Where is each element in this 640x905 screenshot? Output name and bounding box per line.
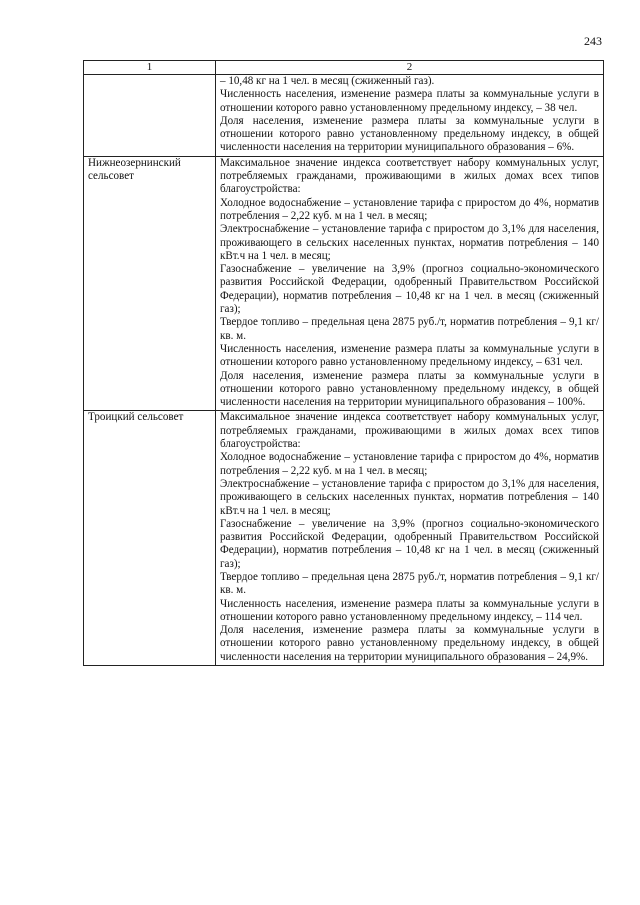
municipality-cell: Нижнеозернинский сельсовет bbox=[84, 156, 216, 411]
paragraph: Твердое топливо – предельная цена 2875 руб./т, норматив потребления – 9,1 кг/кв. м. bbox=[220, 316, 599, 342]
paragraph: Доля населения, изменение размера платы за коммунальные услуги в отношении которого равно установленному предельному индексу, в общей численности населения на территории муниципального образования – 24,9%. bbox=[220, 624, 599, 663]
paragraph: Холодное водоснабжение – установление тарифа с приростом до 4%, норматив потребления – 2,22 куб. м на 1 чел. в месяц; bbox=[220, 196, 599, 222]
municipal-index-table bbox=[83, 60, 604, 666]
content-cell bbox=[216, 411, 604, 666]
paragraph: Холодное водоснабжение – установление тарифа с приростом до 4%, норматив потребления – 2,22 куб. м на 1 чел. в месяц; bbox=[220, 451, 599, 477]
paragraph: Численность населения, изменение размера платы за коммунальные услуги в отношении которого равно установленному предельному индексу, – 114 чел. bbox=[220, 597, 599, 623]
municipality-cell: Троицкий сельсовет bbox=[84, 411, 216, 666]
content-cell bbox=[216, 156, 604, 411]
paragraph: Твердое топливо – предельная цена 2875 руб./т, норматив потребления – 9,1 кг/кв. м. bbox=[220, 570, 599, 597]
paragraph: Численность населения, изменение размера платы за коммунальные услуги в отношении которого равно установленному предельному индексу, – 631 чел. bbox=[220, 342, 599, 369]
table-row bbox=[84, 75, 604, 157]
paragraph: Газоснабжение – увеличение на 3,9% (прогноз социально-экономического развития Российской Федерации, одобренный Правительством Российской Федерации), норматив потребления – 10,48 кг на 1 чел. в месяц (сжиженный газ); bbox=[220, 517, 599, 570]
content-cell bbox=[216, 75, 604, 157]
paragraph: Газоснабжение – увеличение на 3,9% (прогноз социально-экономического развития Российской Федерации, одобренный Правительством Российской Федерации), норматив потребления – 10,48 кг на 1 чел. в месяц (сжиженный газ); bbox=[220, 263, 599, 316]
table-header-row bbox=[84, 61, 604, 75]
page-number: 243 bbox=[584, 34, 602, 48]
paragraph: Электроснабжение – установление тарифа с приростом до 3,1% для населения, проживающего в сельских населенных пунктах, норматив потребления – 140 кВт.ч на 1 чел. в месяц; bbox=[220, 223, 599, 262]
column-header-2: 2 bbox=[216, 61, 604, 75]
paragraph: Доля населения, изменение размера платы за коммунальные услуги в отношении которого равно установленному предельному индексу, в общей численности населения на территории муниципального образования – 6%. bbox=[220, 114, 599, 154]
table-row bbox=[84, 156, 604, 411]
paragraph: Численность населения, изменение размера платы за коммунальные услуги в отношении которого равно установленному предельному индексу, – 38 чел. bbox=[220, 88, 599, 114]
paragraph: Доля населения, изменение размера платы за коммунальные услуги в отношении которого равно установленному предельному индексу, в общей численности населения на территории муниципального образования – 100%. bbox=[220, 369, 599, 409]
table-row bbox=[84, 411, 604, 666]
paragraph: Максимальное значение индекса соответствует набору коммунальных услуг, потребляемых гражданами, проживающими в жилых домах всех типов благоустройства: bbox=[220, 156, 599, 196]
paragraph: Максимальное значение индекса соответствует набору коммунальных услуг, потребляемых гражданами, проживающими в жилых домах всех типов благоустройства: bbox=[220, 411, 599, 451]
column-header-1: 1 bbox=[84, 61, 216, 75]
municipality-cell bbox=[84, 75, 216, 157]
paragraph: Электроснабжение – установление тарифа с приростом до 3,1% для населения, проживающего в сельских населенных пунктах, норматив потребления – 140 кВт.ч на 1 чел. в месяц; bbox=[220, 477, 599, 517]
paragraph: – 10,48 кг на 1 чел. в месяц (сжиженный газ). bbox=[220, 75, 435, 87]
